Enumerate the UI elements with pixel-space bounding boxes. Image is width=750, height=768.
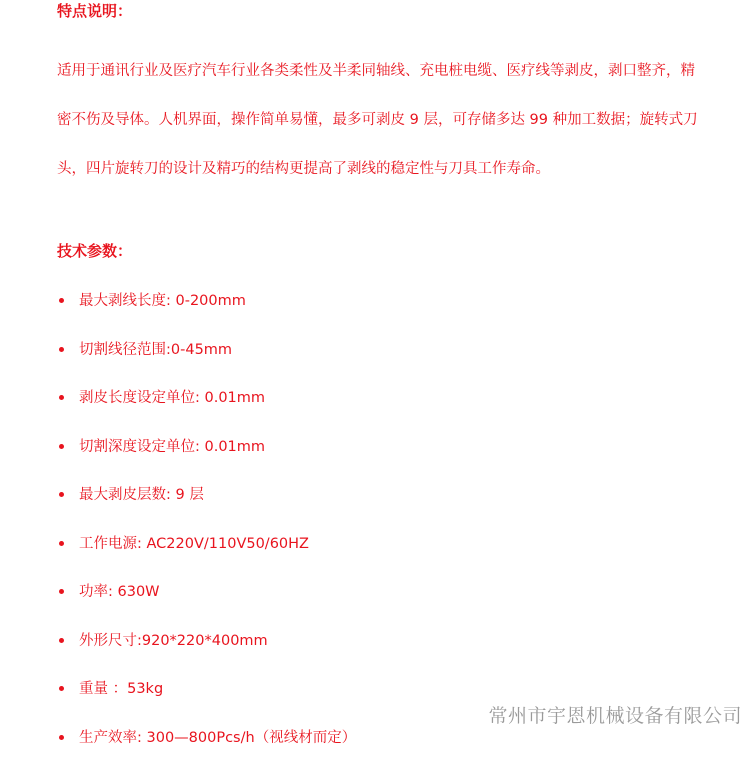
bullet-icon (59, 395, 64, 400)
spec-item (57, 429, 356, 478)
bullet-icon (59, 589, 64, 594)
spec-item-text: 生产效率: 300—800Pcs/h（视线材而定） (79, 730, 356, 746)
features-heading: 特点说明： (57, 0, 132, 22)
spec-item-text: 切割深度设定单位: 0.01mm (79, 439, 265, 455)
company-watermark: 常州市宇恩机械设备有限公司 (488, 701, 742, 728)
bullet-icon (59, 347, 64, 352)
features-paragraph: 适用于通讯行业及医疗汽车行业各类柔性及半柔同轴线、充电桩电缆、医疗线等剥皮，剥口整齐，精密不伤及导体。人机界面，操作简单易懂，最多可剥皮 9 层，可存储多达 99 种加工数据；旋转式刀头，四片旋转刀的设计及精巧的结构更提高了剥线的稳定性与刀具工作寿命。 (57, 47, 707, 194)
spec-item (57, 526, 356, 575)
bullet-icon (59, 638, 64, 643)
spec-item (57, 332, 356, 381)
spec-item (57, 574, 356, 623)
bullet-icon (59, 492, 64, 497)
spec-item (57, 477, 356, 526)
spec-item-text: 功率: 630W (79, 584, 160, 600)
spec-item (57, 380, 356, 429)
bullet-icon (59, 686, 64, 691)
specs-heading: 技术参数： (57, 240, 132, 262)
spec-item (57, 671, 356, 720)
spec-item-text: 重量 ：53kg (79, 681, 163, 697)
spec-item-text: 工作电源: AC220V/110V50/60HZ (79, 536, 309, 552)
spec-item-text: 外形尺寸:920*220*400mm (79, 633, 268, 649)
spec-item-text: 切割线径范围:0-45mm (79, 342, 232, 358)
spec-list (57, 283, 356, 768)
bullet-icon (59, 444, 64, 449)
bullet-icon (59, 735, 64, 740)
spec-item (57, 623, 356, 672)
spec-item (57, 283, 356, 332)
spec-item-text: 最大剥线长度: 0-200mm (79, 293, 246, 309)
bullet-icon (59, 541, 64, 546)
spec-item-text: 剥皮长度设定单位: 0.01mm (79, 390, 265, 406)
spec-item (57, 720, 356, 768)
spec-item-text: 最大剥皮层数: 9 层 (79, 487, 204, 503)
bullet-icon (59, 298, 64, 303)
